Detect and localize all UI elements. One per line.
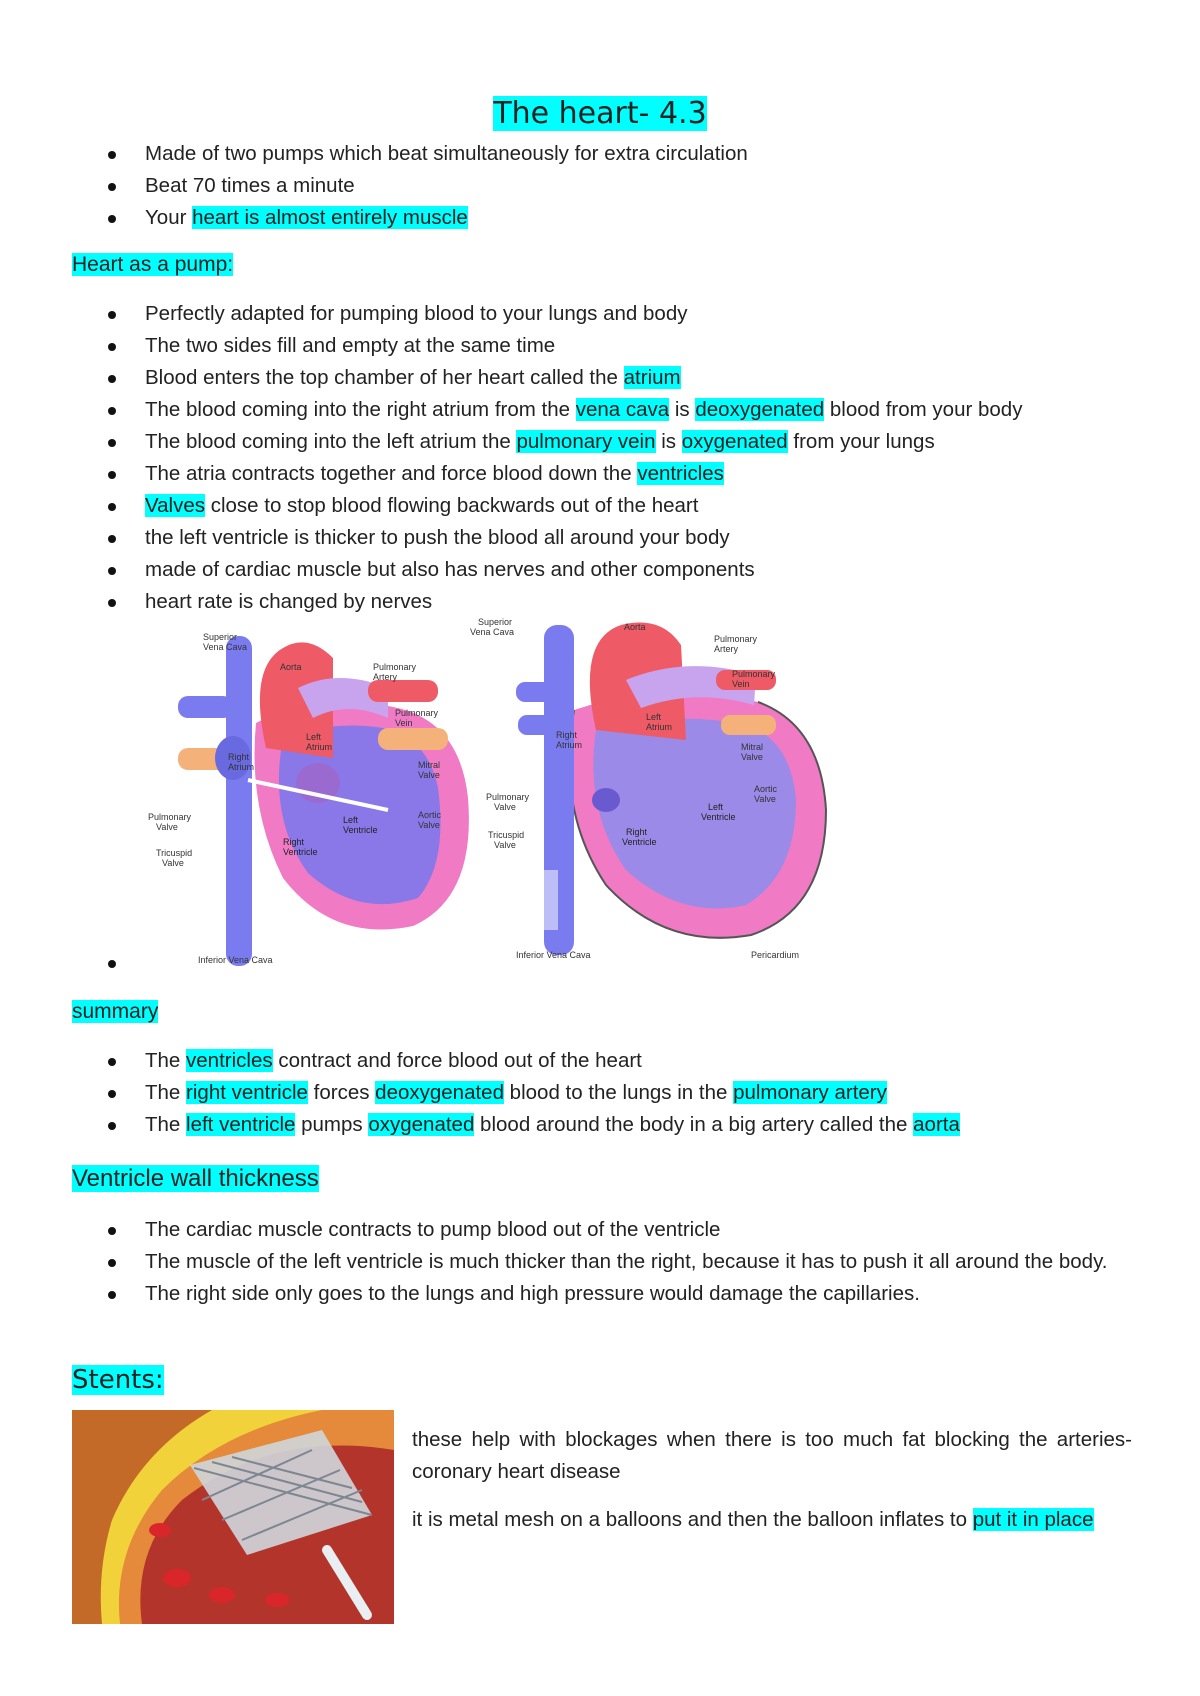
bullet-item <box>72 330 1132 362</box>
empty-bullet <box>108 960 116 968</box>
text-run: blood around the body in a big artery called the <box>474 1113 914 1136</box>
bullet-item <box>72 170 1132 202</box>
red-blood-cell <box>209 1587 235 1603</box>
left-vessel-shape <box>178 696 233 718</box>
label-pulmonary-valve: Pulmonary Valve <box>148 812 192 832</box>
text-run: close to stop blood flowing backwards out of the heart <box>205 494 699 517</box>
text-run: The two sides fill and empty at the same time <box>145 334 556 357</box>
red-blood-cell <box>149 1523 171 1537</box>
label-left-ventricle: Left Ventricle <box>701 802 736 822</box>
highlighted-text: aorta <box>913 1113 960 1136</box>
label-right-atrium: Right Atrium <box>228 752 255 772</box>
text-run: Made of two pumps which beat simultaneously for extra circulation <box>145 142 748 165</box>
text-run: The atria contracts together and force blood down the <box>145 462 638 485</box>
text-run: The blood coming into the left atrium the <box>145 430 517 453</box>
valve-highlight-shape <box>544 870 558 930</box>
bullet-item <box>72 1278 1132 1310</box>
ventricle-wall-heading: Ventricle wall thickness <box>72 1165 319 1192</box>
label-aorta: Aorta <box>280 662 302 672</box>
text-run: blood to the lungs in the <box>503 1081 734 1104</box>
label-left-atrium: Left Atrium <box>306 732 333 752</box>
label-left-atrium: Left Atrium <box>646 712 673 732</box>
bullet-item <box>72 426 1132 458</box>
label-tricuspid-valve: Tricuspid Valve <box>156 848 193 868</box>
bullet-item <box>72 298 1132 330</box>
label-left-ventricle: Left Ventricle <box>343 815 378 835</box>
text-run: The <box>145 1081 187 1104</box>
label-right-ventricle: Right Ventricle <box>622 827 657 847</box>
text-run: heart rate is changed by nerves <box>145 590 433 613</box>
bullet-item <box>72 586 1132 618</box>
label-superior-vena-cava: Superior Vena Cava <box>203 632 248 652</box>
highlighted-text: vena cava <box>575 398 670 421</box>
label-aortic-valve: Aortic Valve <box>754 784 778 804</box>
label-pulmonary-vein: Pulmonary Vein <box>395 708 439 728</box>
highlighted-text: put it in place <box>972 1508 1094 1531</box>
bullet-item <box>72 1214 1132 1246</box>
paragraph <box>412 1424 1132 1488</box>
text-run: The muscle of the left ventricle is much thicker than the right, because it has to push it all around the body. <box>145 1250 1108 1273</box>
vena-cava-shape <box>226 636 255 966</box>
red-blood-cell <box>163 1569 191 1587</box>
wall-bullet-list <box>72 1214 1132 1310</box>
text-run: The cardiac muscle contracts to pump blood out of the ventricle <box>145 1218 721 1241</box>
label-pulmonary-artery: Pulmonary Artery <box>373 662 417 682</box>
bullet-item <box>72 490 1132 522</box>
highlighted-text: heart is almost entirely muscle <box>192 206 468 229</box>
highlighted-text: oxygenated <box>368 1113 475 1136</box>
label-right-ventricle: Right Ventricle <box>283 837 318 857</box>
highlighted-text: right ventricle <box>186 1081 308 1104</box>
right-orange-vessel-shape <box>721 715 776 735</box>
bullet-item <box>72 1109 1132 1141</box>
label-pulmonary-artery: Pulmonary Artery <box>714 634 758 654</box>
left-vessel-shape <box>516 682 564 702</box>
label-tricuspid-valve: Tricuspid Valve <box>488 830 525 850</box>
bullet-item <box>72 138 1132 170</box>
text-run: it is metal mesh on a balloons and then the balloon inflates to <box>412 1508 973 1531</box>
label-inferior-vena-cava: Inferior Vena Cava <box>198 955 273 965</box>
highlighted-text: atrium <box>623 366 681 389</box>
heart-pump-heading: Heart as a pump: <box>72 253 234 276</box>
text-run: made of cardiac muscle but also has nerves and other components <box>145 558 755 581</box>
label-aorta: Aorta <box>624 622 646 632</box>
valve-shape <box>592 788 620 812</box>
label-mitral-valve: Mitral Valve <box>741 742 763 762</box>
summary-bullet-list <box>72 1045 1132 1141</box>
highlighted-text: Valves <box>145 494 206 517</box>
stent-image <box>72 1410 394 1624</box>
text-run: forces <box>307 1081 376 1104</box>
bullet-item <box>72 362 1132 394</box>
stents-text <box>412 1424 1132 1552</box>
right-red-vessel-shape <box>368 680 438 702</box>
label-mitral-valve: Mitral Valve <box>418 760 440 780</box>
bullet-item <box>72 554 1132 586</box>
text-run: is <box>669 398 696 421</box>
highlighted-text: oxygenated <box>681 430 788 453</box>
text-run: blood from your body <box>824 398 1023 421</box>
bullet-item <box>72 1045 1132 1077</box>
text-run: Beat 70 times a minute <box>145 174 355 197</box>
text-run: the left ventricle is thicker to push the blood all around your body <box>145 526 730 549</box>
paragraph <box>412 1504 1132 1536</box>
text-run: from your lungs <box>787 430 935 453</box>
text-run: is <box>655 430 682 453</box>
page-title: The heart- 4.3 <box>493 96 707 131</box>
label-pulmonary-valve: Pulmonary Valve <box>486 792 530 812</box>
label-superior-vena-cava: Superior Vena Cava <box>470 617 515 637</box>
heart-diagram-2 <box>470 617 852 966</box>
text-run: The <box>145 1113 187 1136</box>
label-inferior-vena-cava: Inferior Vena Cava <box>516 950 591 960</box>
highlighted-text: deoxygenated <box>695 398 825 421</box>
highlighted-text: ventricles <box>186 1049 273 1072</box>
pump-bullet-list <box>72 298 1132 618</box>
text-run: contract and force blood out of the heart <box>272 1049 642 1072</box>
label-aortic-valve: Aortic Valve <box>418 810 442 830</box>
highlighted-text: ventricles <box>637 462 724 485</box>
intro-bullet-list <box>72 138 1132 234</box>
bullet-item <box>72 1077 1132 1109</box>
text-run: The blood coming into the right atrium from the <box>145 398 576 421</box>
text-run: Blood enters the top chamber of her heart called the <box>145 366 624 389</box>
text-run: Perfectly adapted for pumping blood to your lungs and body <box>145 302 688 325</box>
text-run: Your <box>145 206 193 229</box>
highlighted-text: deoxygenated <box>375 1081 504 1104</box>
bullet-item <box>72 1246 1132 1278</box>
highlighted-text: left ventricle <box>186 1113 296 1136</box>
bullet-item <box>72 522 1132 554</box>
text-run: these help with blockages when there is too much fat blocking the arteries- coronary heart disease <box>412 1428 1132 1483</box>
label-pulmonary-vein: Pulmonary Vein <box>732 669 776 689</box>
text-run: The <box>145 1049 187 1072</box>
highlighted-text: pulmonary artery <box>733 1081 887 1104</box>
label-right-atrium: Right Atrium <box>556 730 583 750</box>
bullet-item <box>72 202 1132 234</box>
label-pericardium: Pericardium <box>751 950 800 960</box>
text-run: pumps <box>295 1113 369 1136</box>
stents-heading: Stents: <box>72 1365 164 1395</box>
heart-diagram-1 <box>148 628 488 970</box>
right-orange-vessel-shape <box>378 728 448 750</box>
bullet-item <box>72 394 1132 426</box>
bullet-item <box>72 458 1132 490</box>
text-run: The right side only goes to the lungs and high pressure would damage the capillaries. <box>145 1282 920 1305</box>
highlighted-text: pulmonary vein <box>516 430 656 453</box>
red-blood-cell <box>265 1593 289 1607</box>
summary-heading: summary <box>72 1000 159 1023</box>
